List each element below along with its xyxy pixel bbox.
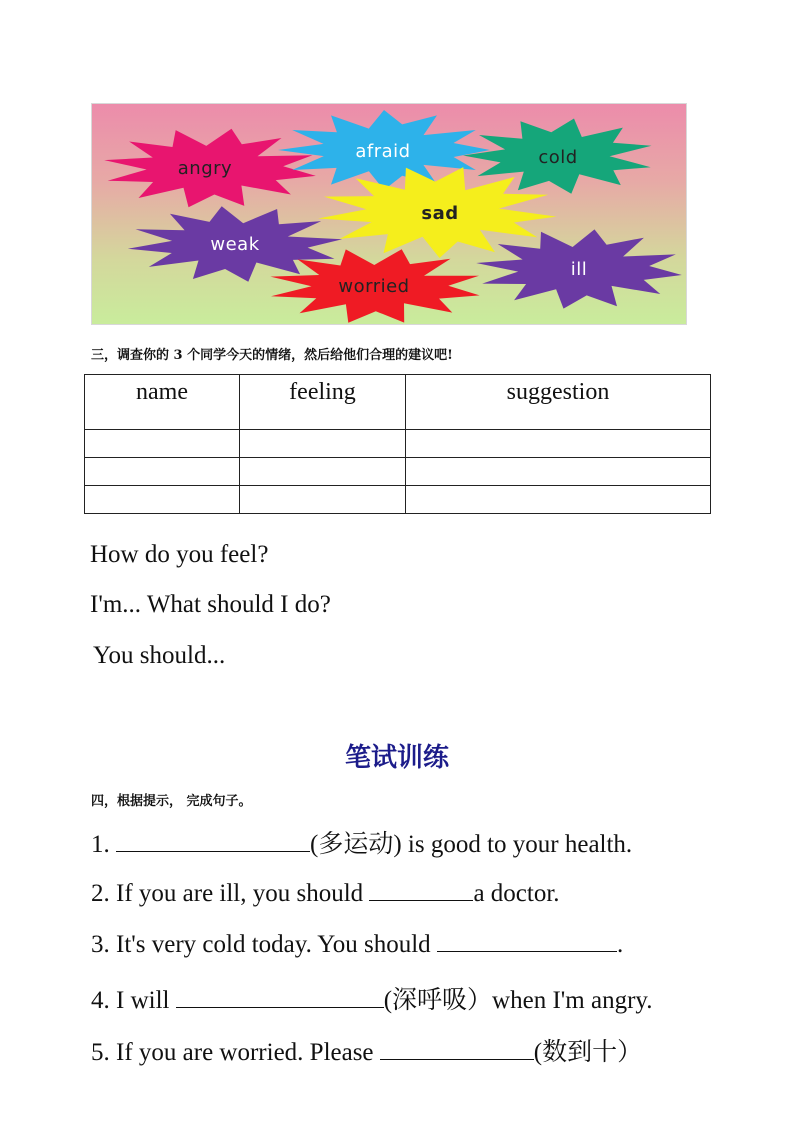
answer-blank[interactable] xyxy=(437,929,617,952)
column-header-suggestion: suggestion xyxy=(406,375,711,430)
exercise-item-4 xyxy=(91,980,653,1016)
exercise-text: 4. I will xyxy=(91,987,176,1014)
table-row xyxy=(85,486,711,514)
suggestion-cell[interactable] xyxy=(406,430,711,458)
dialog-line-question: How do you feel? xyxy=(90,541,269,568)
exercise-text: 3. It's very cold today. You should xyxy=(91,931,437,958)
exercise-text: a doctor. xyxy=(473,880,560,907)
column-header-name: name xyxy=(85,375,240,430)
suggestion-cell[interactable] xyxy=(406,486,711,514)
dialog-line-suggestion: You should... xyxy=(93,642,226,669)
exercise-text: (深呼吸）when I'm angry. xyxy=(383,987,653,1014)
answer-blank[interactable] xyxy=(369,878,473,901)
feelings-banner xyxy=(91,103,687,325)
word-label-ill: ill xyxy=(570,259,588,280)
word-label-weak: weak xyxy=(210,234,260,255)
column-header-feeling: feeling xyxy=(240,375,406,430)
answer-blank[interactable] xyxy=(176,985,384,1008)
feeling-cell[interactable] xyxy=(240,486,406,514)
name-cell[interactable] xyxy=(85,486,240,514)
name-cell[interactable] xyxy=(85,430,240,458)
exercise-text: 1. xyxy=(91,831,116,858)
exercise-text: . xyxy=(616,931,624,958)
exercise-instruction: 四，根据提示， 完成句子。 xyxy=(91,794,252,809)
word-label-sad: sad xyxy=(421,203,459,224)
survey-table xyxy=(84,374,711,514)
feelings-word-bursts xyxy=(92,104,688,326)
exercise-item-5 xyxy=(91,1032,642,1068)
section-title: 笔试训练 xyxy=(344,743,449,772)
word-label-worried: worried xyxy=(338,276,410,297)
word-label-cold: cold xyxy=(538,147,578,168)
exercise-item-1 xyxy=(91,824,632,860)
exercise-text: 2. If you are ill, you should xyxy=(91,880,370,907)
feeling-cell[interactable] xyxy=(240,458,406,486)
word-label-afraid: afraid xyxy=(355,141,411,162)
exercise-item-3 xyxy=(91,929,623,959)
dialog-line-answer: I'm... What should I do? xyxy=(90,591,331,618)
table-row xyxy=(85,458,711,486)
exercise-text: 5. If you are worried. Please xyxy=(91,1039,380,1066)
name-cell[interactable] xyxy=(85,458,240,486)
answer-blank[interactable] xyxy=(116,829,310,852)
suggestion-cell[interactable] xyxy=(406,458,711,486)
survey-instruction: 三，调查你的 3 个同学今天的情绪，然后给他们合理的建议吧! xyxy=(91,348,453,363)
table-row xyxy=(85,430,711,458)
answer-blank[interactable] xyxy=(380,1037,534,1060)
exercise-item-2 xyxy=(91,878,560,908)
exercise-text: (多运动) is good to your health. xyxy=(310,831,633,858)
exercise-text: (数到十） xyxy=(533,1039,643,1066)
feeling-cell[interactable] xyxy=(240,430,406,458)
word-label-angry: angry xyxy=(177,158,233,179)
